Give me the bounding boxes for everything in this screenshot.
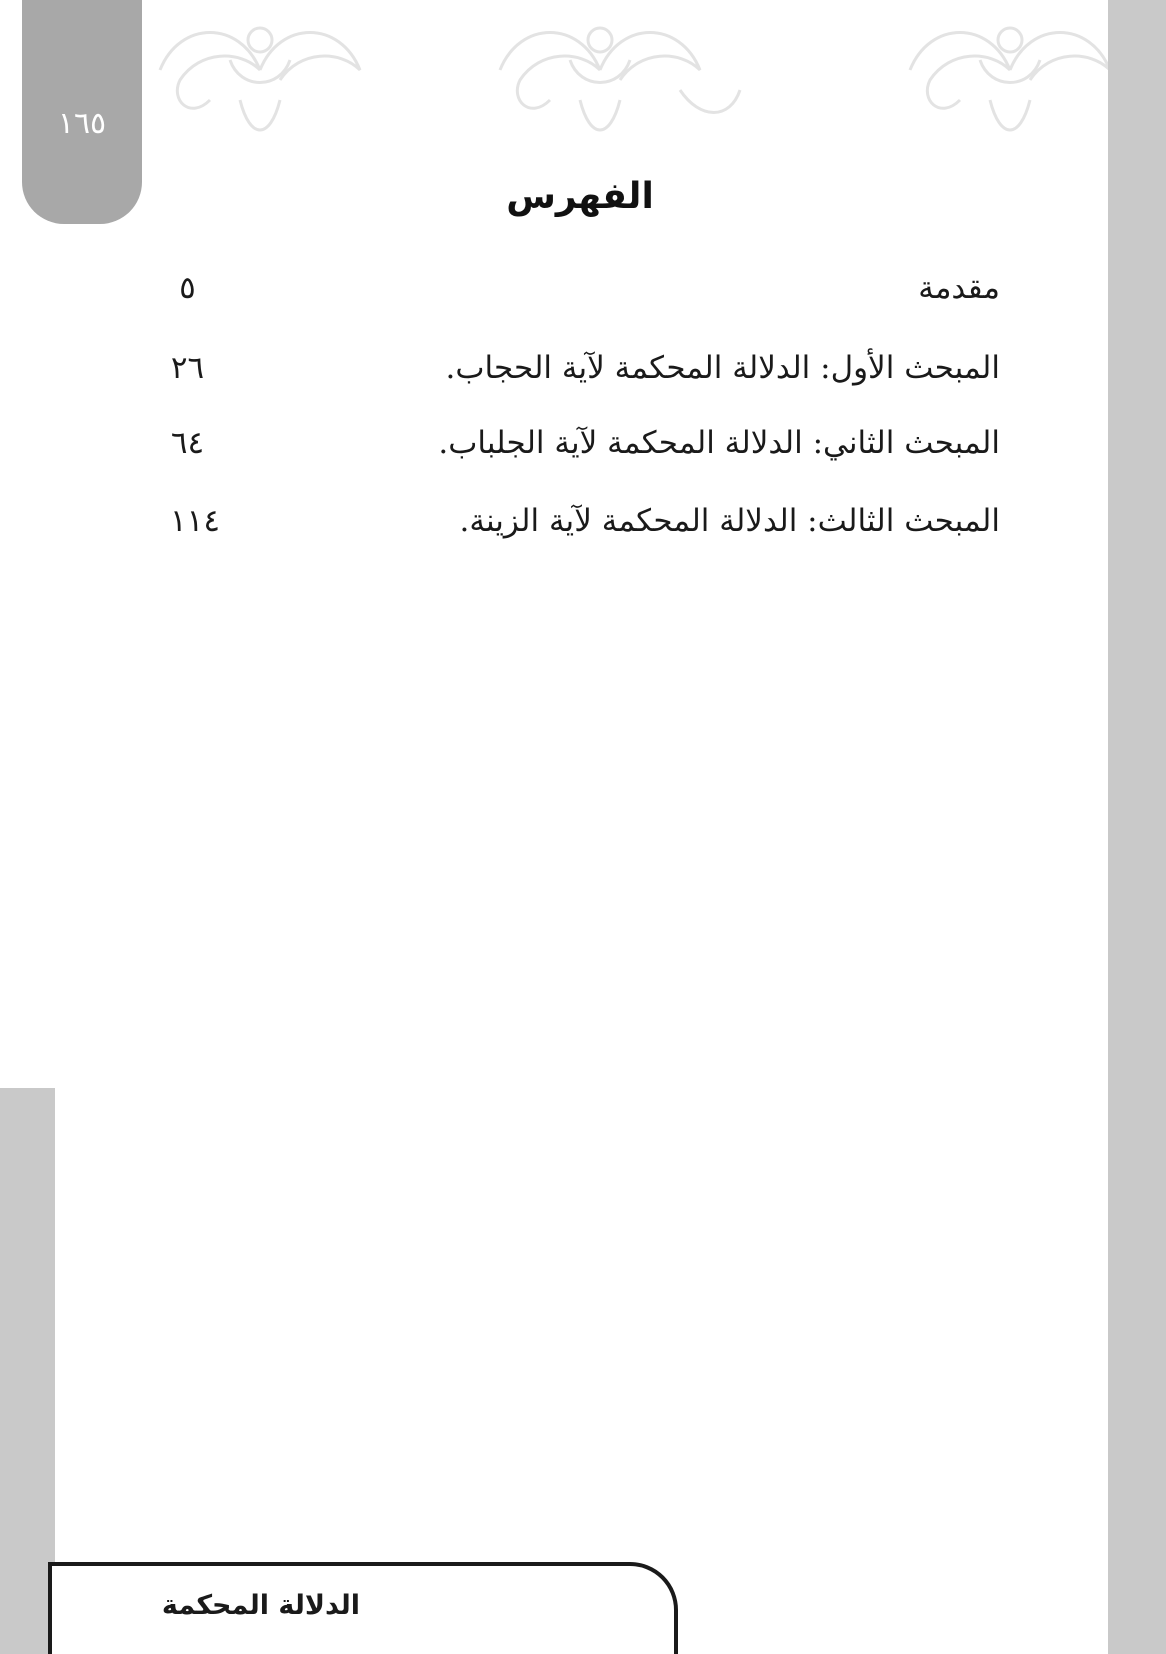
- header-ornament: [140, 0, 1108, 150]
- toc-entry-text: مقدمة: [918, 270, 1000, 306]
- page-number: ١٦٥: [57, 106, 107, 141]
- ornament-motif: [500, 28, 740, 130]
- right-margin-strip: [1108, 0, 1166, 1654]
- toc-entry: [150, 340, 1000, 396]
- toc-entry-page: ١١٤: [170, 503, 220, 539]
- toc-entry: [150, 415, 1000, 471]
- toc-entry-text: المبحث الثاني: الدلالة المحكمة لآية الجلباب.: [438, 425, 1000, 461]
- toc-entry: [150, 260, 1000, 316]
- ornament-motif: [160, 28, 360, 130]
- toc-entry-text: المبحث الثالث: الدلالة المحكمة لآية الزينة.: [459, 503, 1000, 539]
- toc-entry-text: المبحث الأول: الدلالة المحكمة لآية الحجاب.: [445, 350, 1000, 386]
- toc-entry: [150, 493, 1000, 549]
- left-margin-strip: [0, 1088, 55, 1654]
- running-title: الدلالة المحكمة: [161, 1590, 360, 1621]
- toc-entry-page: ٢٦: [170, 350, 205, 386]
- toc-title: الفهرس: [506, 176, 654, 217]
- toc-entry-page: ٦٤: [170, 425, 205, 461]
- toc-entry-page: ٥: [179, 270, 196, 306]
- ornament-motif: [910, 28, 1108, 130]
- footer-frame: [48, 1562, 678, 1654]
